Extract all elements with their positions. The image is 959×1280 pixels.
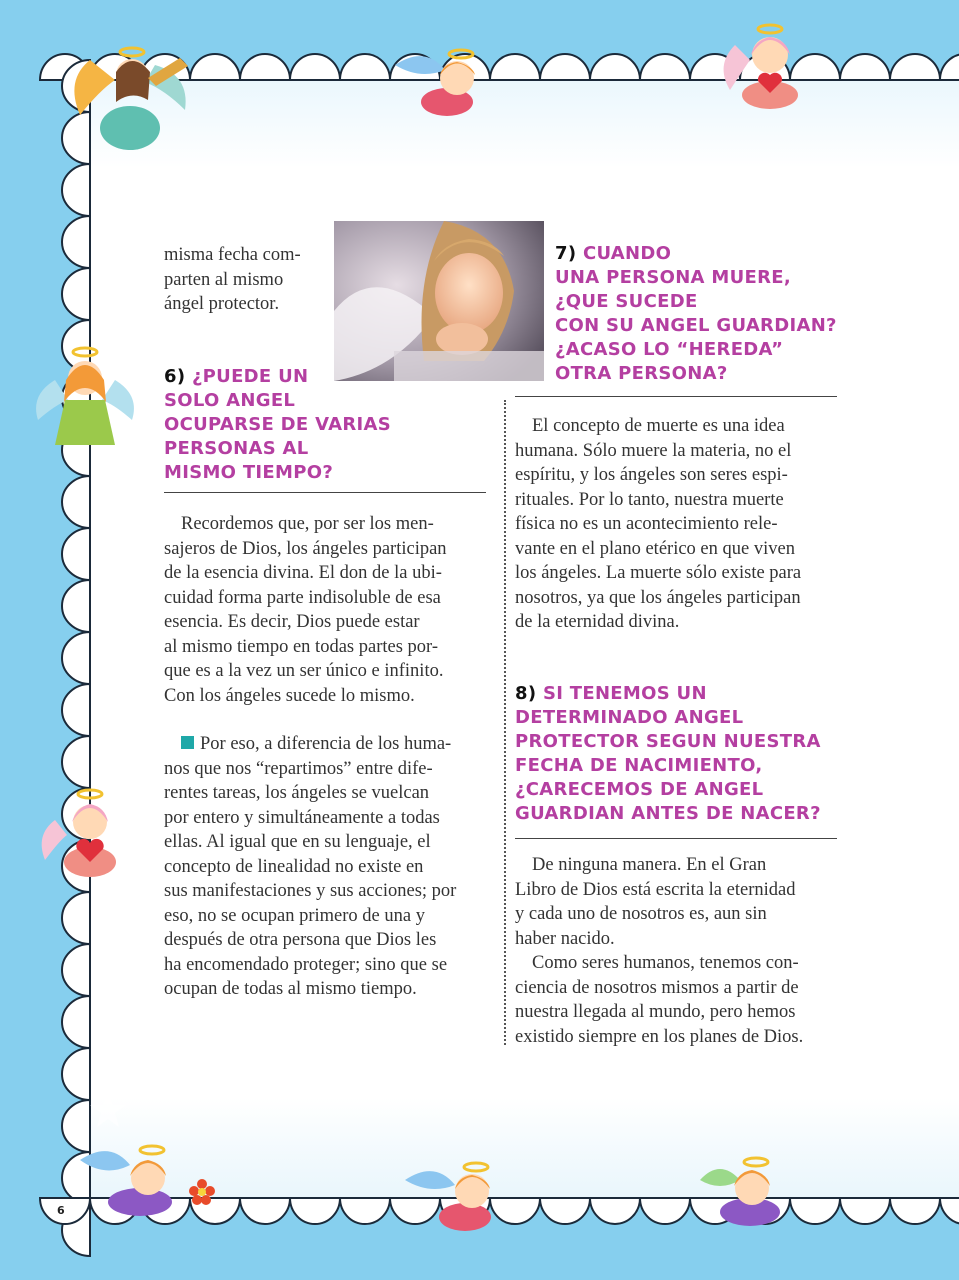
page-number: 6 [57,1204,65,1217]
heading-rule [515,396,837,397]
heading-rule [164,492,486,493]
text-line: de la esencia divina. El don de la ubi- [164,563,442,583]
q8-paragraph-2 [515,951,839,1049]
heading-line: GUARDIAN ANTES DE NACER? [515,803,821,824]
text-line: eso, no se ocupan primero de una y [164,905,425,926]
square-bullet-icon [181,736,194,749]
heading-line: OCUPARSE DE VARIAS [164,414,391,435]
q7-paragraph [515,414,839,635]
text-line: existido siempre en los planes de Dios. [515,1026,804,1047]
text-line: ellas. Al igual que en su lenguaje, el [164,832,431,852]
text-line: vante en el plano etérico en que viven [515,538,795,559]
q8-paragraph-1 [515,853,839,951]
angel-trumpet-icon [60,20,200,150]
heading-line: MISMO TIEMPO? [164,462,334,483]
text-line: espíritu, y los ángeles son seres espi- [515,465,788,485]
question-number: 6) [164,366,186,387]
angel-sleeping-icon [385,40,495,120]
heading-rule [515,838,837,839]
text-line: sus manifestaciones y sus acciones; por [164,881,457,901]
flower-icon [188,1178,216,1206]
text-line: humana. Sólo muere la materia, no el [515,440,792,461]
text-line: nosotros, ya que los ángeles participan [515,587,801,608]
text-line: ciencia de nosotros mismos a partir de [515,977,799,998]
intro-line: misma fecha com- [164,245,301,265]
text-line: ocupan de todas al mismo tiempo. [164,979,417,999]
heading-line: UNA PERSONA MUERE, [555,267,791,288]
text-line: nuestra llegada al mundo, pero hemos [515,1002,796,1022]
text-line: Libro de Dios está escrita la eternidad [515,879,796,900]
heading-line: SI TENEMOS UN [542,683,707,704]
text-line: de la eternidad divina. [515,612,680,632]
heading-line: OTRA PERSONA? [555,363,728,384]
intro-line: ángel protector. [164,294,280,314]
question-6-heading [164,365,484,485]
question-number: 7) [555,243,577,264]
heading-line: ¿CARECEMOS DE ANGEL [515,779,764,800]
intro-text [164,243,314,317]
question-number: 8) [515,683,537,704]
text-line: haber nacido. [515,928,615,949]
intro-line: parten al mismo [164,269,284,290]
heading-line: ¿ACASO LO “HEREDA” [555,339,784,360]
text-line: que es a la vez un ser único e infinito. [164,661,444,681]
text-line: Recordemos que, por ser los men- [181,514,434,534]
text-line: nos que nos “repartimos” entre dife- [164,758,433,779]
text-line: sajeros de Dios, los ángeles participan [164,538,447,559]
text-line: rentes tareas, los ángeles se vuelcan [164,783,430,803]
heading-line: CUANDO [582,243,672,264]
text-line: después de otra persona que Dios les [164,930,437,950]
angel-praying-icon [30,340,140,450]
angel-sleeping-icon [400,1155,510,1235]
text-line: esencia. Es decir, Dios puede estar [164,612,420,632]
text-line: El concepto de muerte es una idea [532,416,785,436]
q6-paragraph-2 [164,732,486,1002]
heading-line: PROTECTOR SEGUN NUESTRA [515,731,821,752]
heading-line: ¿QUE SUCEDE [555,291,698,312]
text-line: Por eso, a diferencia de los huma- [200,734,452,754]
heading-line: PERSONAS AL [164,438,309,459]
heading-line: CON SU ANGEL GUARDIAN? [555,315,837,336]
q6-paragraph-1 [164,512,486,708]
angel-heart-icon [715,15,815,110]
question-7-heading [555,242,855,386]
text-line: ha encomendado proteger; sino que se [164,954,448,975]
text-line: física no es un acontecimiento rele- [515,514,778,534]
text-line: Como seres humanos, tenemos con- [532,953,799,973]
angel-heart-icon [35,780,130,880]
angel-child-photo [334,221,544,381]
text-line: rituales. Por lo tanto, nuestra muerte [515,489,784,510]
heading-line: SOLO ANGEL [164,390,296,411]
text-line: por entero y simultáneamente a todas [164,807,440,828]
question-8-heading [515,682,845,826]
text-line: concepto de linealidad no existe en [164,856,424,877]
text-line: Con los ángeles sucede lo mismo. [164,685,415,706]
heading-line: ¿PUEDE UN [191,366,309,387]
text-line: al mismo tiempo en todas partes por- [164,636,438,657]
heading-line: DETERMINADO ANGEL [515,707,744,728]
text-line: y cada uno de nosotros es, aun sin [515,904,767,924]
angel-sleeping-icon [690,1150,810,1235]
text-line: los ángeles. La muerte sólo existe para [515,563,802,583]
heading-line: FECHA DE NACIMIENTO, [515,755,763,776]
column-divider [504,400,506,1045]
star-icon [88,1090,128,1130]
text-line: cuidad forma parte indisoluble de esa [164,587,441,608]
text-line: De ninguna manera. En el Gran [532,855,767,875]
